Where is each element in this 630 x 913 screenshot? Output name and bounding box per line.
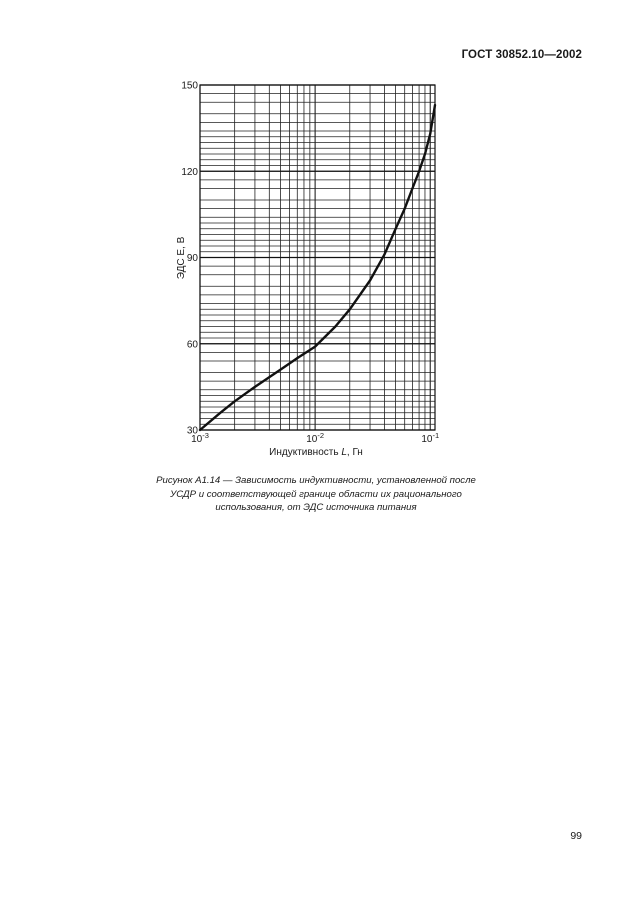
horizontal-gridlines (200, 85, 435, 430)
caption-line: использования, от ЭДС источника питания (215, 502, 417, 513)
x-axis-label (269, 447, 363, 458)
x-tick-label: $10^{-1}$ (421, 431, 440, 445)
x-axis-label-var: L (341, 447, 347, 458)
y-tick-label: 60 (186, 339, 198, 351)
figure-caption (140, 474, 492, 515)
y-tick-label: 150 (181, 80, 198, 92)
y-tick-label: 120 (181, 166, 198, 178)
y-tick-label: 90 (186, 253, 198, 264)
x-axis-label-prefix: Индуктивность (269, 447, 342, 458)
x-tick-label: $10^{-3}$ (191, 431, 209, 445)
x-tick-label: $10^{-2}$ (306, 431, 325, 445)
caption-line: Рисунок А1.14 — Зависимость индуктивности, установленной после (156, 475, 476, 486)
x-tick-labels (191, 431, 439, 445)
document-header: ГОСТ 30852.10—2002 (461, 49, 582, 61)
page-number: 99 (570, 830, 582, 842)
caption-line: УСДР и соответствующей границе области их рационального (170, 488, 462, 500)
y-tick-label: 30 (186, 425, 198, 437)
x-axis-label-suffix: , Гн (346, 447, 363, 458)
y-axis-label: ЭДС E, В (176, 236, 187, 280)
